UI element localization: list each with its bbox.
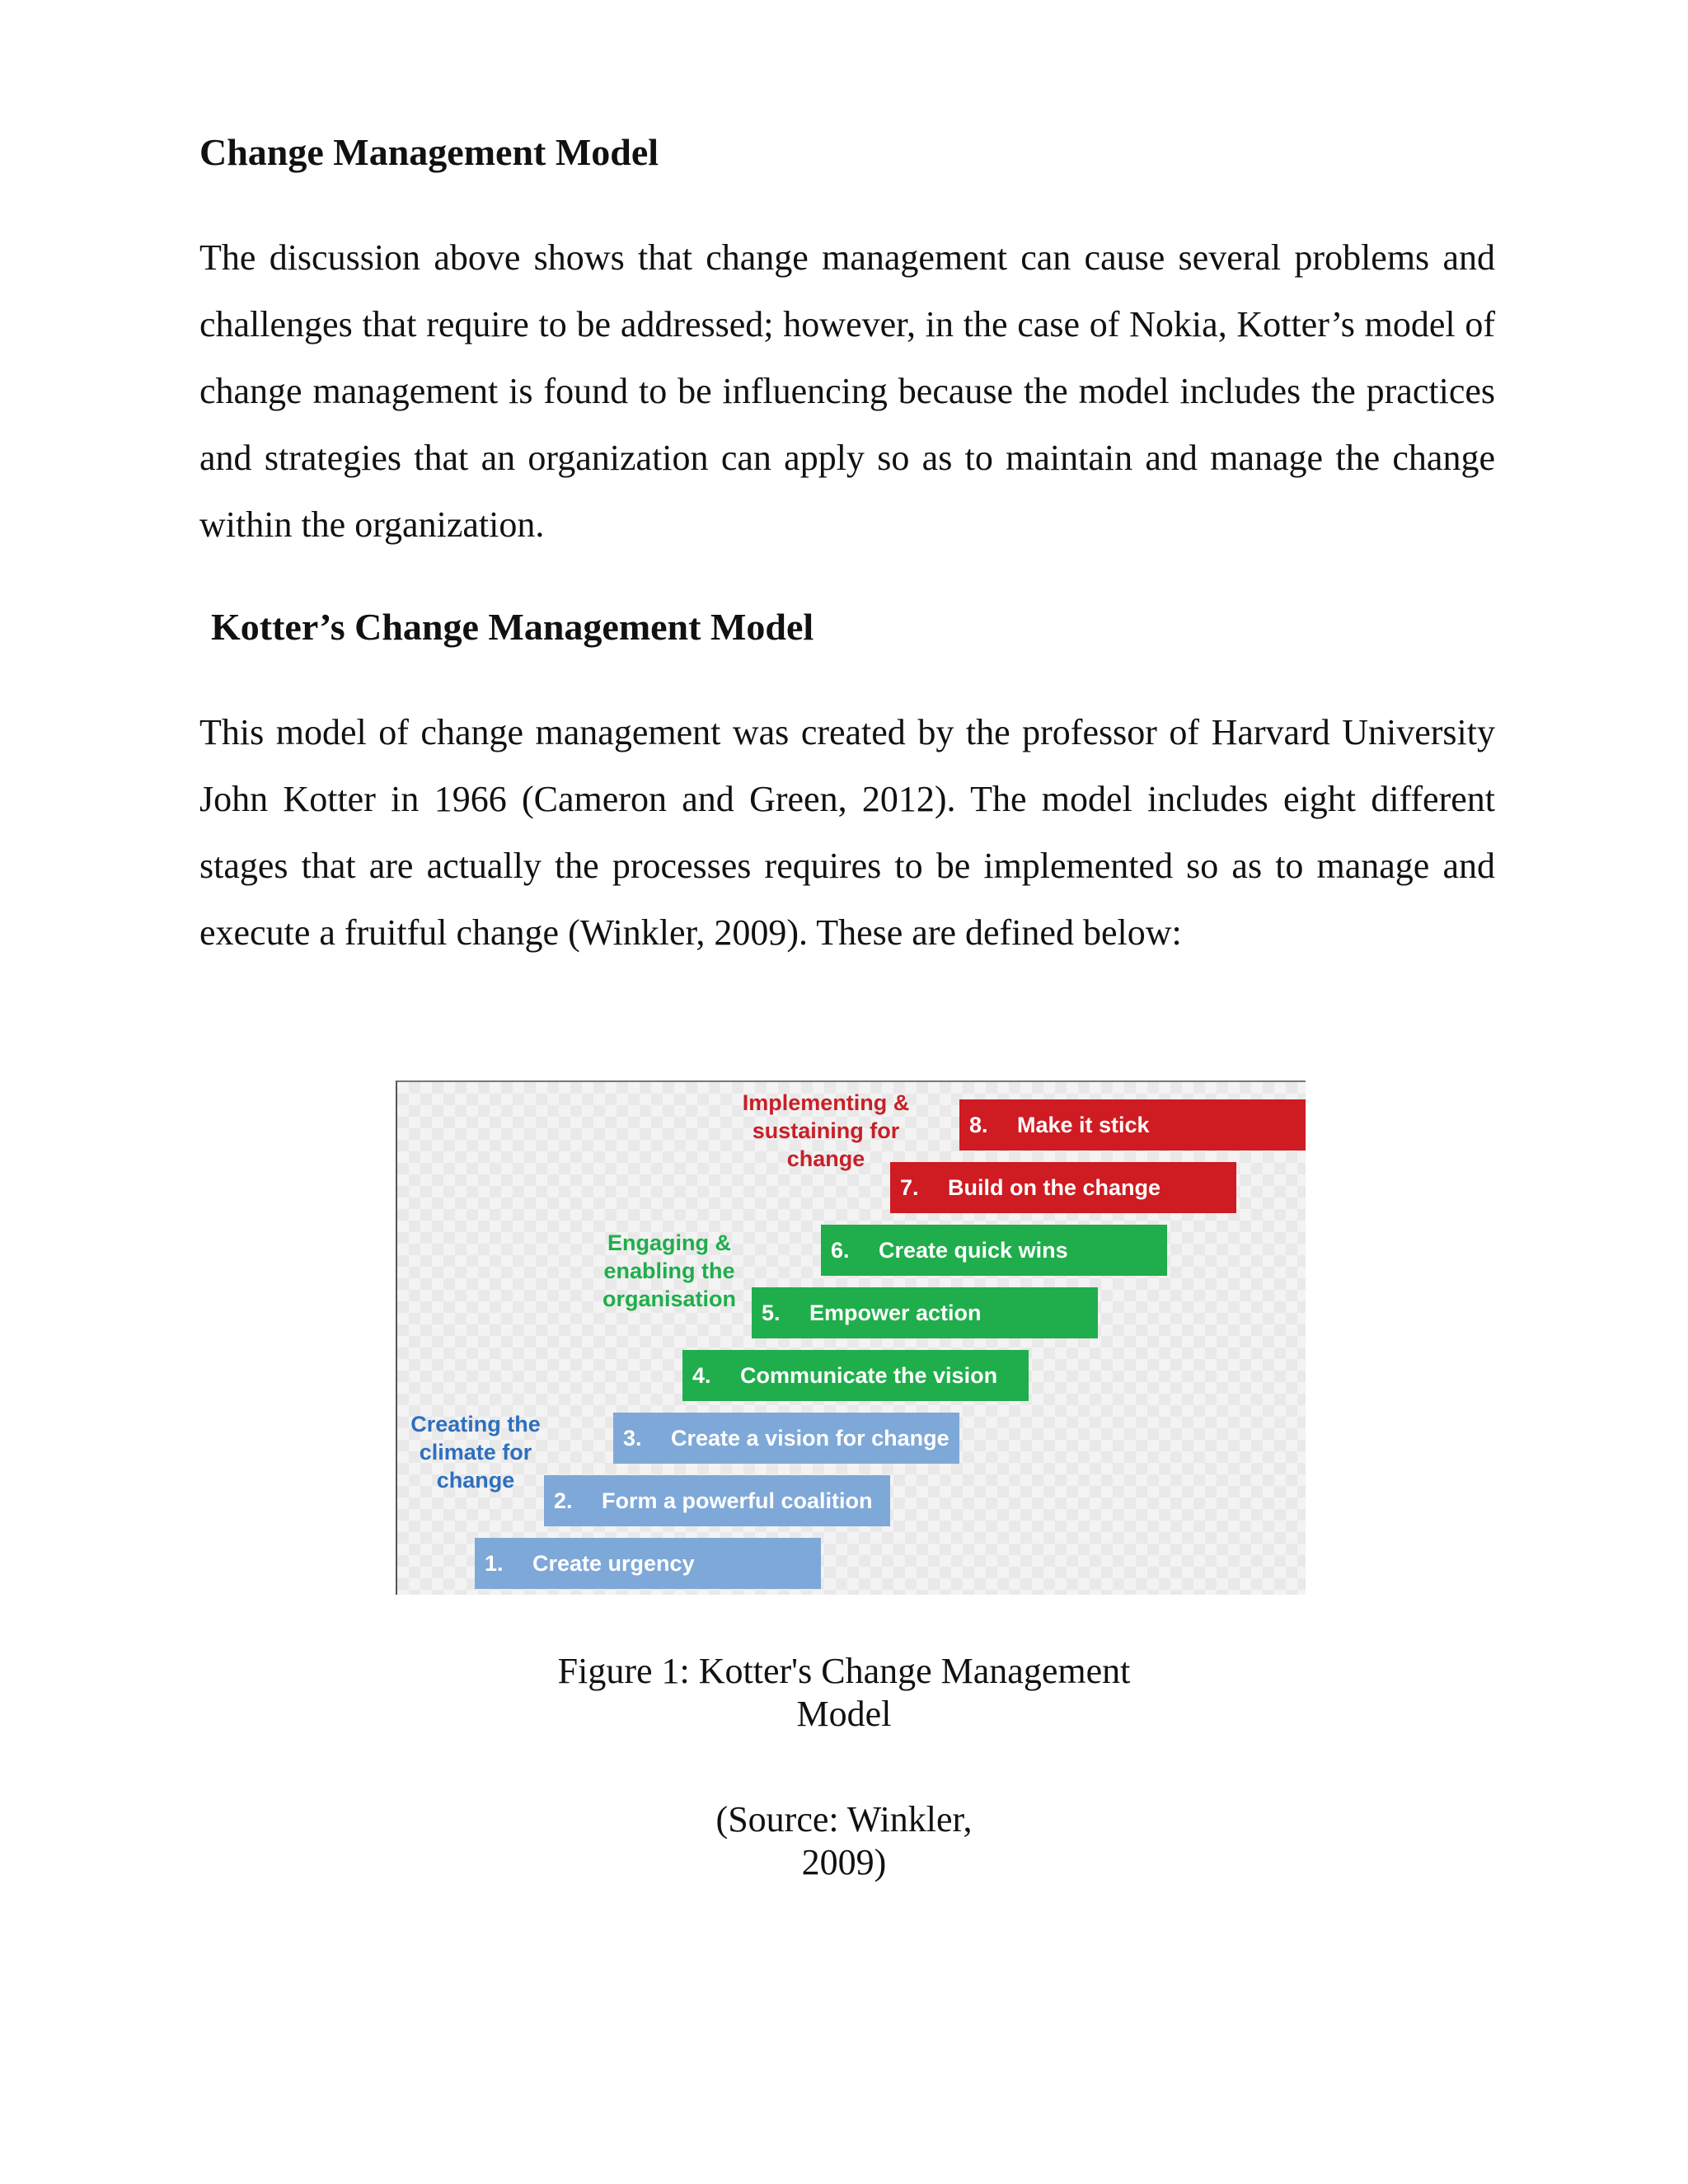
step-3-create-vision [613,1413,959,1464]
step-4-communicate-vision [682,1350,1029,1401]
figure-source-line-1: (Source: Winkler, [715,1799,973,1840]
step-label: Form a powerful coalition [602,1488,873,1513]
step-number: 5. [762,1300,781,1325]
step-label: Create quick wins [879,1237,1068,1263]
phase-label-implementing: Implementing & sustaining for change [742,1090,910,1171]
step-number: 6. [831,1237,850,1263]
figure-caption-line-1: Figure 1: Kotter's Change Management [557,1651,1131,1691]
paragraph-change-management-intro: The discussion above shows that change management can cause several problems and challenges that require to be addressed; however, in the case of Nokia, Kotter’s model of change management is found to be influencing because the model includes the practices and strategies that an organization can apply so as to maintain and manage the change within the organization. [199,237,1495,545]
kotter-model-figure [396,1080,1306,1595]
paragraph-kotters-model: This model of change management was created by the professor of Harvard University John Kotter in 1966 (Cameron and Green, 2012). The model includes eight different stages that are actually the processes requires to be implemented so as to manage and execute a fruitful change (Winkler, 2009). These are defined below: [199,712,1495,953]
step-1-create-urgency [475,1538,821,1589]
step-number: 8. [969,1112,988,1137]
step-number: 7. [900,1174,919,1200]
step-7-build-on-change [890,1162,1236,1213]
step-5-empower-action [752,1287,1098,1338]
figure-caption-line-2: Model [796,1694,892,1734]
phase-label-engaging: Engaging & enabling the organisation [602,1230,736,1311]
step-label: Create urgency [532,1550,695,1576]
step-number: 2. [554,1488,573,1513]
step-8-make-it-stick [959,1099,1306,1151]
phase-label-creating: Creating the climate for change [410,1412,541,1493]
figure-source [0,1798,1688,1884]
section-heading-kotters-model: Kotter’s Change Management Model [211,606,814,648]
step-number: 3. [623,1425,642,1451]
step-label: Communicate the vision [740,1362,998,1388]
step-number: 1. [485,1550,504,1576]
step-label: Build on the change [948,1174,1161,1200]
step-2-form-coalition [544,1475,890,1526]
section-heading-change-management-model: Change Management Model [199,131,659,173]
step-label: Empower action [809,1300,982,1325]
figure-source-line-2: 2009) [801,1842,887,1882]
step-label: Make it stick [1017,1112,1150,1137]
step-label: Create a vision for change [671,1425,950,1451]
figure-caption [0,1650,1688,1736]
step-6-quick-wins [821,1225,1167,1276]
step-number: 4. [692,1362,711,1388]
